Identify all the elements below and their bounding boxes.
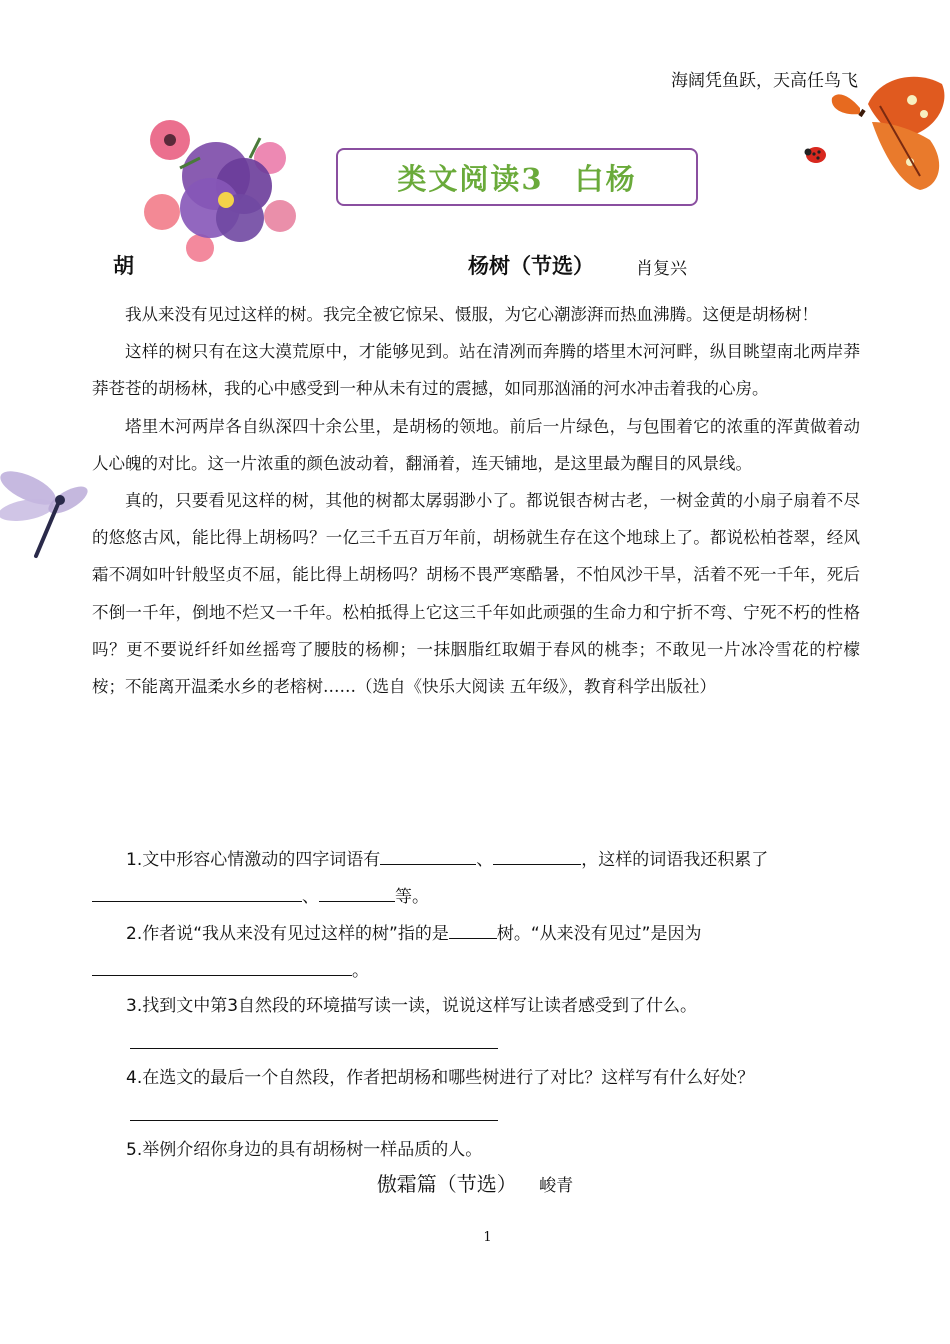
- article-author: 肖复兴: [636, 259, 687, 279]
- answer-blank[interactable]: [449, 920, 497, 939]
- next-article-author: 峻青: [539, 1176, 574, 1196]
- paragraph: 我从来没有见过这样的树。我完全被它惊呆、慑服，为它心潮澎湃而热血沸腾。这便是胡杨树！: [125, 305, 818, 324]
- article-body: [92, 296, 860, 705]
- answer-line[interactable]: [130, 1048, 498, 1049]
- dragonfly-illustration: [0, 462, 92, 562]
- flower-illustration: [140, 108, 300, 264]
- article-title-right: 杨树（节选）: [468, 254, 594, 278]
- header-motto: 海阔凭鱼跃，天高任鸟飞: [671, 71, 858, 91]
- ladybug-illustration: [802, 142, 830, 166]
- answer-line[interactable]: [130, 1120, 498, 1121]
- next-article-title: 傲霜篇（节选）: [376, 1172, 517, 1196]
- section-title: 类文阅读3 白杨: [397, 161, 637, 196]
- butterfly-illustration: [820, 66, 950, 192]
- question-5: 5.举例介绍你身边的具有胡杨树一样品质的人。: [126, 1140, 483, 1160]
- next-article-heading: [0, 1168, 950, 1197]
- paragraph: 这样的树只有在这大漠荒原中，才能够见到。站在清冽而奔腾的塔里木河河畔，纵目眺望南北两岸莽莽苍苍的胡杨林，我的心中感受到一种从未有过的震撼，如同那汹涌的河水冲击着我的心房。: [92, 342, 860, 399]
- paragraph: 塔里木河两岸各自纵深四十余公里，是胡杨的领地。前后一片绿色，与包围着它的浓重的浑黄做着动人心魄的对比。这一片浓重的颜色波动着，翻涌着，连天铺地，是这里最为醒目的风景线。: [92, 416, 860, 473]
- question-4: 4.在选文的最后一个自然段，作者把胡杨和哪些树进行了对比？这样写有什么好处？: [126, 1068, 755, 1088]
- answer-blank[interactable]: [380, 846, 476, 865]
- paragraph: 真的，只要看见这样的树，其他的树都太孱弱渺小了。都说银杏树古老，一树金黄的小扇子扇着不尽的悠悠古风，能比得上胡杨吗？一亿三千五百万年前，胡杨就生存在这个地球上了。都说松柏苍翠，经风霜不凋如叶针般坚贞不屈，能比得上胡杨吗？胡杨不畏严寒酷暑，不怕风沙干旱，活着不死一千年，死后不倒一千年，倒地不烂又一千年。松柏抵得上它这三千年如此顽强的生命力和宁折不弯、宁死不朽的性格吗？更不要说纤纤如丝摇弯了腰肢的杨柳；一抹胭脂红取媚于春风的桃李；不敢见一片冰冷雪花的柠檬桉；不能离开温柔水乡的老榕树……（选自《快乐大阅读 五年级》，教育科学出版社）: [92, 491, 860, 697]
- page-number: 1: [483, 1230, 492, 1245]
- answer-blank[interactable]: [92, 957, 352, 976]
- question-2: 2.作者说“我从来没有见过这样的树”指的是 树。“从来没有见过”是因为。: [92, 916, 860, 990]
- article-title-left: 胡: [113, 254, 134, 278]
- section-title-box: [336, 148, 698, 206]
- answer-blank[interactable]: [319, 883, 395, 902]
- answer-blank[interactable]: [92, 883, 302, 902]
- answer-blank[interactable]: [493, 846, 581, 865]
- question-3: 3.找到文中第3自然段的环境描写读一读，说说这样写让读者感受到了什么。: [126, 996, 698, 1016]
- question-1: 1.文中形容心情激动的四字词语有 、 ，这样的词语我还积累了、 等。: [92, 842, 860, 916]
